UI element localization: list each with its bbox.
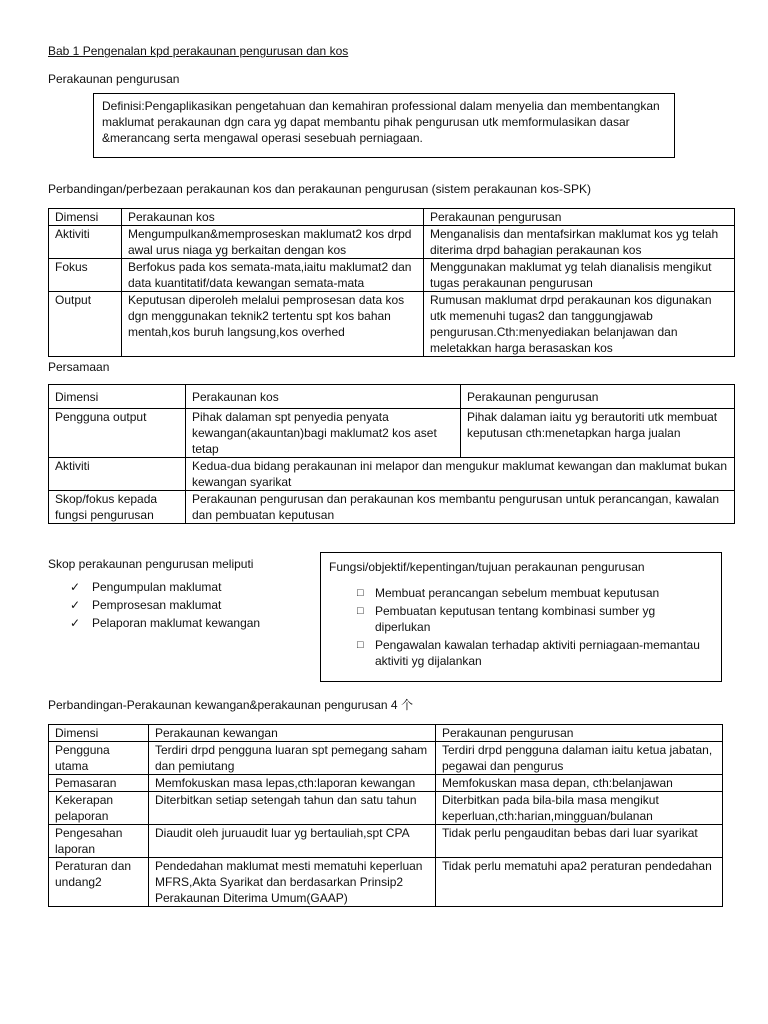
table-row xyxy=(49,491,735,524)
table-cell: Kekerapan pelaporan xyxy=(49,792,149,825)
list-item xyxy=(329,637,713,669)
table-cell: Terdiri drpd pengguna dalaman iaitu ketua jabatan, pegawai dan pengurus xyxy=(436,742,723,775)
list-item xyxy=(70,579,310,595)
table-cell: Pemasaran xyxy=(49,775,149,792)
table-cell: Memfokuskan masa lepas,cth:laporan kewangan xyxy=(149,775,436,792)
table-cell: Mengumpulkan&memproseskan maklumat2 kos drpd awal urus niaga yg berkaitan dengan kos xyxy=(122,226,424,259)
comparison2-heading: Perbandingan-Perakaunan kewangan&perakaunan pengurusan 4 个 xyxy=(48,698,413,712)
table-cell: Fokus xyxy=(49,259,122,292)
table-cell: Tidak perlu mematuhi apa2 peraturan pendedahan xyxy=(436,858,723,907)
table-cell: Diterbitkan setiap setengah tahun dan satu tahun xyxy=(149,792,436,825)
header-cell: Dimensi xyxy=(49,385,186,409)
checkmark-icon: ✓ xyxy=(70,598,81,612)
list-item-label: Pembuatan keputusan tentang kombinasi sumber yg diperlukan xyxy=(375,604,656,634)
table-cell: Pengguna output xyxy=(49,409,186,458)
table-row xyxy=(49,458,735,491)
table-cell: Rumusan maklumat drpd perakaunan kos digunakan utk memenuhi tugas2 dan tanggungjawab pengurusan.Cth:menyediakan belanjawan dan meletakkan harga berasaskan kos xyxy=(424,292,735,357)
table-cell: Aktiviti xyxy=(49,458,186,491)
header-cell: Dimensi xyxy=(49,209,122,226)
list-item-label: Pelaporan maklumat kewangan xyxy=(92,616,261,630)
definition-text: Definisi:Pengaplikasikan pengetahuan dan kemahiran professional dalam menyelia dan membentangkan maklumat perakaunan dgn cara yg dapat membantu pihak pengurusan utk memformulasikan dasar &merancang serta mengawal operasi sesebuah perniagaan. xyxy=(102,99,660,145)
fungsi-title: Fungsi/objektif/kepentingan/tujuan perakaunan pengurusan xyxy=(329,560,645,574)
table-cell: Diaudit oleh juruaudit luar yg bertauliah,spt CPA xyxy=(149,825,436,858)
checkmark-icon: ✓ xyxy=(70,616,81,630)
list-item-label: Pengawalan kawalan terhadap aktiviti perniagaan-memantau aktiviti yg dijalankan xyxy=(375,638,700,668)
table-cell: Menggunakan maklumat yg telah dianalisis mengikut tugas perakaunan pengurusan xyxy=(424,259,735,292)
square-bullet-icon: □ xyxy=(357,605,364,617)
persamaan-heading: Persamaan xyxy=(48,360,110,374)
list-item xyxy=(70,615,310,631)
fungsi-list xyxy=(329,585,713,669)
table-cell: Menganalisis dan mentafsirkan maklumat kos yg telah diterima drpd bahagian perakaunan kos xyxy=(424,226,735,259)
square-bullet-icon: □ xyxy=(357,639,364,651)
header-cell: Perakaunan kos xyxy=(186,385,461,409)
table-cell: Pendedahan maklumat mesti mematuhi keperluan MFRS,Akta Syarikat dan berdasarkan Prinsip2 Perakaunan Diterima Umum(GAAP) xyxy=(149,858,436,907)
header-cell: Perakaunan pengurusan xyxy=(461,385,735,409)
table-cell: Pihak dalaman spt penyedia penyata kewangan(akauntan)bagi maklumat2 kos aset tetap xyxy=(186,409,461,458)
list-item-label: Pemprosesan maklumat xyxy=(92,598,222,612)
table-row xyxy=(49,259,735,292)
table-row xyxy=(49,858,723,907)
table-cell: Memfokuskan masa depan, cth:belanjawan xyxy=(436,775,723,792)
table-cell: Terdiri drpd pengguna luaran spt pemegang saham dan pemiutang xyxy=(149,742,436,775)
table-row xyxy=(49,292,735,357)
table-cell-merged: Perakaunan pengurusan dan perakaunan kos membantu pengurusan untuk perancangan, kawalan dan pembuatan keputusan xyxy=(186,491,735,524)
skop-list xyxy=(70,579,310,633)
table-persamaan xyxy=(48,384,735,524)
table-row xyxy=(49,825,723,858)
table-cell: Berfokus pada kos semata-mata,iaitu maklumat2 dan data kuantitatif/data kewangan semata-mata xyxy=(122,259,424,292)
table-header-row xyxy=(49,385,735,409)
table-cell: Pihak dalaman iaitu yg berautoriti utk membuat keputusan cth:menetapkan harga jualan xyxy=(461,409,735,458)
fungsi-box xyxy=(320,552,722,682)
list-item-label: Membuat perancangan sebelum membuat keputusan xyxy=(375,586,660,600)
table-cell: Diterbitkan pada bila-bila masa mengikut keperluan,cth:harian,mingguan/bulanan xyxy=(436,792,723,825)
table-cell-merged: Kedua-dua bidang perakaunan ini melapor dan mengukur maklumat kewangan dan maklumat bukan kewangan syarikat xyxy=(186,458,735,491)
table-cell: Peraturan dan undang2 xyxy=(49,858,149,907)
section-heading-perakaunan: Perakaunan pengurusan xyxy=(48,72,180,86)
header-cell: Perakaunan pengurusan xyxy=(436,725,723,742)
square-bullet-icon: □ xyxy=(357,587,364,599)
comparison-heading: Perbandingan/perbezaan perakaunan kos dan perakaunan pengurusan (sistem perakaunan kos-SPK) xyxy=(48,182,592,196)
table-cell: Pengesahan laporan xyxy=(49,825,149,858)
header-cell: Perakaunan pengurusan xyxy=(424,209,735,226)
table-header-row xyxy=(49,725,723,742)
table-row xyxy=(49,226,735,259)
table-cell: Aktiviti xyxy=(49,226,122,259)
page-title: Bab 1 Pengenalan kpd perakaunan pengurusan dan kos xyxy=(48,44,349,58)
list-item xyxy=(70,597,310,613)
table-cell: Keputusan diperoleh melalui pemprosesan data kos dgn menggunakan teknik2 tertentu spt kos bahan mentah,kos buruh langsung,kos overhed xyxy=(122,292,424,357)
table-cell: Skop/fokus kepada fungsi pengurusan xyxy=(49,491,186,524)
table-cell: Output xyxy=(49,292,122,357)
checkmark-icon: ✓ xyxy=(70,580,81,594)
table-row xyxy=(49,742,723,775)
table-header-row xyxy=(49,209,735,226)
skop-heading: Skop perakaunan pengurusan meliputi xyxy=(48,557,254,571)
table-kewangan-vs-pengurusan xyxy=(48,724,723,907)
list-item-label: Pengumpulan maklumat xyxy=(92,580,222,594)
table-row xyxy=(49,775,723,792)
table-cell: Tidak perlu pengauditan bebas dari luar syarikat xyxy=(436,825,723,858)
list-item xyxy=(329,585,713,601)
definition-box xyxy=(93,93,675,158)
list-item xyxy=(329,603,713,635)
header-cell: Perakaunan kos xyxy=(122,209,424,226)
table-row xyxy=(49,409,735,458)
table-kos-vs-pengurusan xyxy=(48,208,735,357)
table-cell: Pengguna utama xyxy=(49,742,149,775)
header-cell: Perakaunan kewangan xyxy=(149,725,436,742)
header-cell: Dimensi xyxy=(49,725,149,742)
table-row xyxy=(49,792,723,825)
